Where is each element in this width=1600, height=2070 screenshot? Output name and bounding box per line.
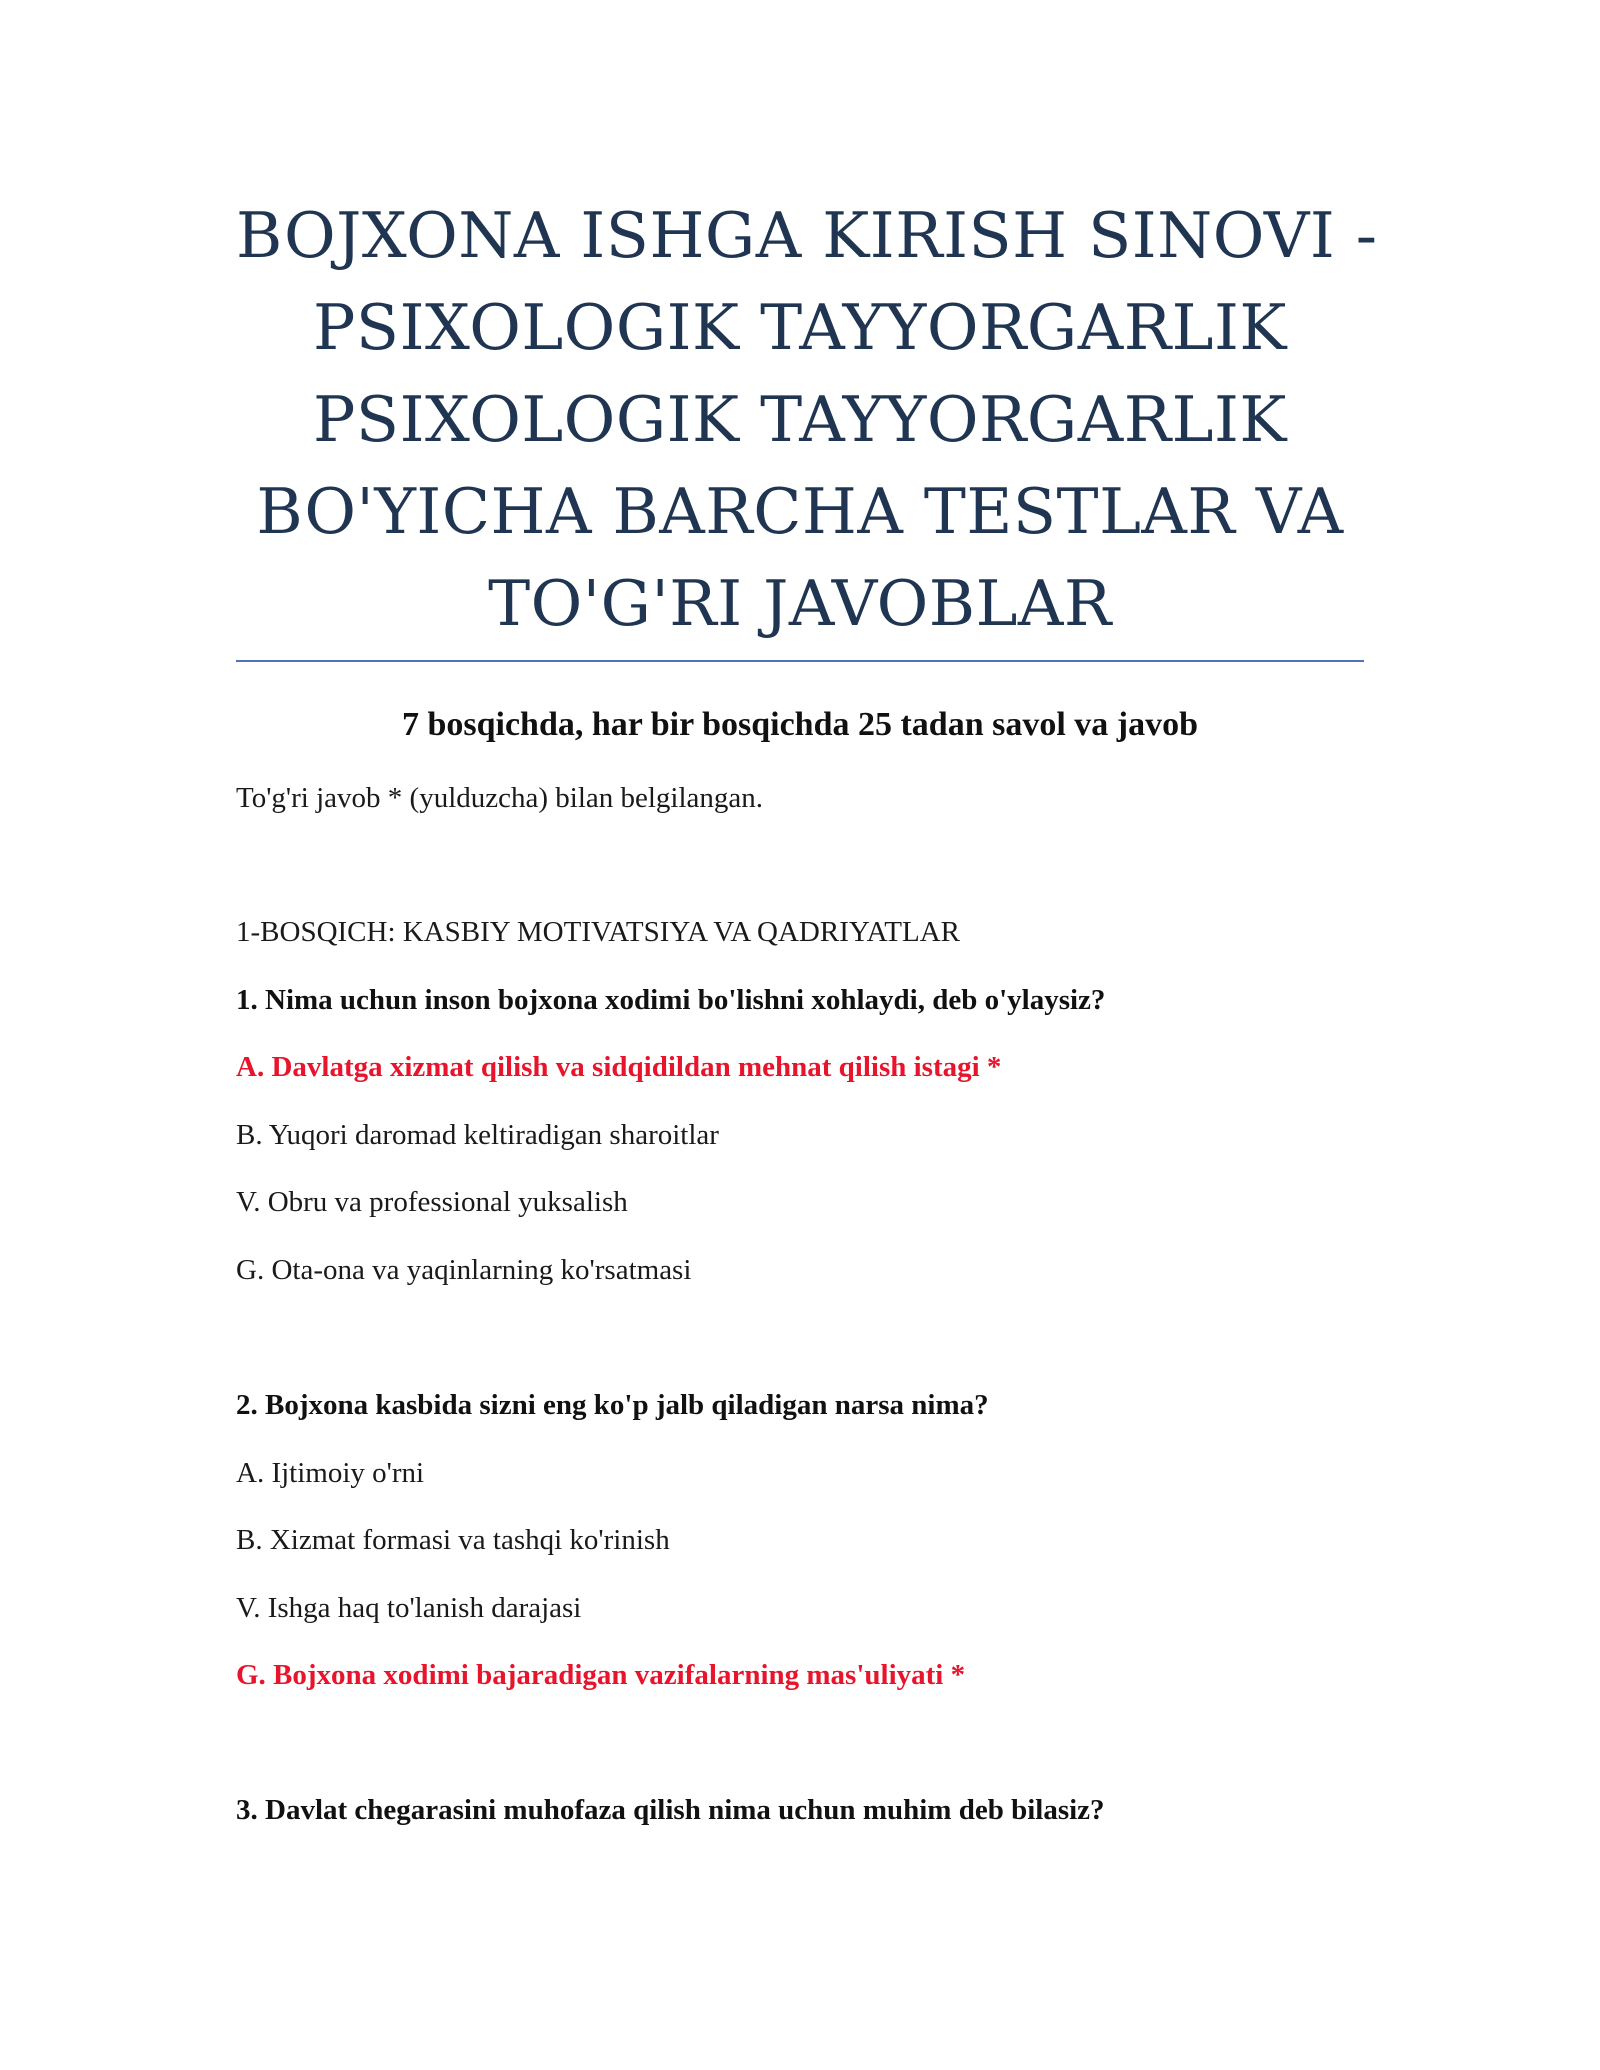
section-heading: 1-BOSQICH: KASBIY MOTIVATSIYA VA QADRIYATLAR (236, 916, 961, 948)
question-1-option-b: B. Yuqori daromad keltiradigan sharoitlar (236, 1119, 719, 1151)
title-underline-divider (236, 660, 1364, 662)
document-subtitle: 7 bosqichda, har bir bosqichda 25 tadan savol va javob (401, 706, 1199, 743)
question-2: 2. Bojxona kasbida sizni eng ko'p jalb qiladigan narsa nima? (236, 1389, 989, 1421)
question-1-option-a-correct: A. Davlatga xizmat qilish va sidqidildan mehnat qilish istagi * (236, 1051, 1002, 1083)
title-line-4: BO'YICHA BARCHA TESTLAR VA (256, 475, 1344, 548)
question-1: 1. Nima uchun inson bojxona xodimi bo'lishni xohlaydi, deb o'ylaysiz? (236, 984, 1106, 1016)
question-3: 3. Davlat chegarasini muhofaza qilish nima uchun muhim deb bilasiz? (236, 1794, 1105, 1826)
question-2-option-v: V. Ishga haq to'lanish darajasi (236, 1592, 582, 1624)
title-line-1: BOJXONA ISHGA KIRISH SINOVI - (236, 199, 1378, 272)
question-1-option-v: V. Obru va professional yuksalish (236, 1186, 628, 1218)
title-line-2: PSIXOLOGIK TAYYORGARLIK (313, 291, 1287, 364)
question-2-option-a: A. Ijtimoiy o'rni (236, 1457, 425, 1489)
question-1-option-g: G. Ota-ona va yaqinlarning ko'rsatmasi (236, 1254, 692, 1286)
question-2-option-g-correct: G. Bojxona xodimi bajaradigan vazifalarning mas'uliyati * (236, 1659, 966, 1691)
document-title (236, 190, 1378, 650)
answer-key-note: To'g'ri javob * (yulduzcha) bilan belgilangan. (236, 782, 764, 814)
question-2-option-b: B. Xizmat formasi va tashqi ko'rinish (236, 1524, 670, 1556)
title-line-5: TO'G'RI JAVOBLAR (488, 567, 1112, 640)
title-line-3: PSIXOLOGIK TAYYORGARLIK (313, 383, 1287, 456)
